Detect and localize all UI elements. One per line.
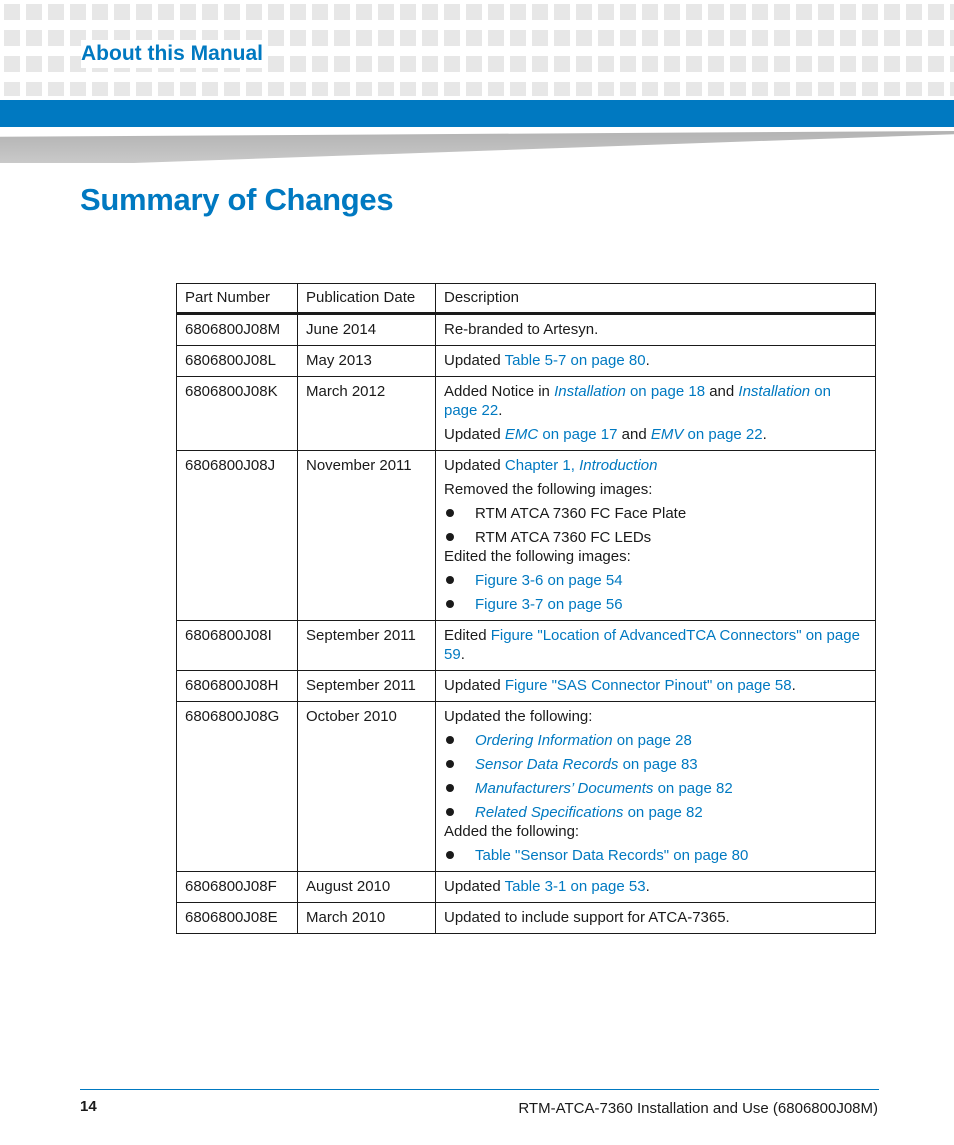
cross-reference-link[interactable]: Ordering Information xyxy=(475,732,613,749)
cross-reference-link[interactable]: Installation xyxy=(554,383,626,400)
footer-document-title: RTM-ATCA-7360 Installation and Use (6806800J08M) xyxy=(518,1100,878,1117)
header-blue-bar xyxy=(0,100,954,127)
description-line xyxy=(444,908,867,927)
header-gray-wedge xyxy=(0,131,954,163)
text-run: . xyxy=(645,352,650,369)
cross-reference-link[interactable]: on page 22 xyxy=(683,426,763,443)
cross-reference-link[interactable]: on page 83 xyxy=(618,756,698,773)
cell-publication-date: August 2010 xyxy=(298,872,436,903)
cell-publication-date: October 2010 xyxy=(298,702,436,872)
cell-description xyxy=(436,872,876,903)
bullet-item xyxy=(444,803,867,822)
header-publication-date: Publication Date xyxy=(298,284,436,314)
bullet-item xyxy=(444,731,867,750)
cell-description xyxy=(436,377,876,451)
description-line xyxy=(444,676,867,695)
cell-description xyxy=(436,903,876,934)
cell-part-number: 6806800J08G xyxy=(177,702,298,872)
cell-description xyxy=(436,621,876,671)
table-row xyxy=(177,346,876,377)
cross-reference-link[interactable]: Table "Sensor Data Records" on page 80 xyxy=(475,847,749,864)
cross-reference-link[interactable]: on page 18 xyxy=(625,383,706,400)
cell-part-number: 6806800J08F xyxy=(177,872,298,903)
text-run: Added the following: xyxy=(444,823,580,840)
text-run: Updated the following: xyxy=(444,708,593,725)
cross-reference-link[interactable]: Table 5-7 on page 80 xyxy=(504,352,646,369)
bullet-item xyxy=(444,528,867,547)
cell-part-number: 6806800J08E xyxy=(177,903,298,934)
cell-publication-date: November 2011 xyxy=(298,451,436,621)
cross-reference-link[interactable]: on page 17 xyxy=(538,426,618,443)
text-run: Updated xyxy=(444,457,505,474)
cross-reference-link[interactable]: on page 82 xyxy=(653,780,733,797)
description-line xyxy=(444,425,867,444)
text-run: Updated xyxy=(444,878,505,895)
text-run: Updated xyxy=(444,352,505,369)
cross-reference-link[interactable]: EMC xyxy=(504,426,539,443)
cell-publication-date: September 2011 xyxy=(298,621,436,671)
cross-reference-link[interactable]: Figure "SAS Connector Pinout" on page 58 xyxy=(504,677,792,694)
bullet-item xyxy=(444,755,867,774)
table-row xyxy=(177,702,876,872)
cross-reference-link[interactable]: Table 3-1 on page 53 xyxy=(504,878,646,895)
cross-reference-link[interactable]: Figure 3-6 on page 54 xyxy=(475,572,623,589)
bullet-dot-icon xyxy=(446,851,454,859)
bullet-item xyxy=(444,779,867,798)
table-row xyxy=(177,314,876,346)
cell-part-number: 6806800J08H xyxy=(177,671,298,702)
text-run: and xyxy=(705,383,739,400)
cell-description xyxy=(436,702,876,872)
cross-reference-link[interactable]: Introduction xyxy=(579,457,658,474)
description-line xyxy=(444,382,867,420)
text-run: . xyxy=(791,677,796,694)
cross-reference-link[interactable]: on page 82 xyxy=(623,804,703,821)
cross-reference-link[interactable]: on page 22 xyxy=(444,383,831,419)
description-line xyxy=(444,707,867,726)
cross-reference-link[interactable]: Figure "Location of AdvancedTCA Connectors" on page 59 xyxy=(444,627,860,663)
cross-reference-link[interactable]: Chapter 1, xyxy=(504,457,580,474)
page-title: Summary of Changes xyxy=(80,182,394,217)
description-line xyxy=(444,320,867,339)
description-line xyxy=(444,456,867,475)
text-run: Re-branded to Artesyn. xyxy=(444,321,599,338)
cell-part-number: 6806800J08M xyxy=(177,314,298,346)
cross-reference-link[interactable]: on page 28 xyxy=(612,732,692,749)
text-run: RTM ATCA 7360 FC Face Plate xyxy=(475,505,687,522)
bullet-dot-icon xyxy=(446,808,454,816)
cell-publication-date: March 2012 xyxy=(298,377,436,451)
text-run: . xyxy=(645,878,650,895)
cell-part-number: 6806800J08K xyxy=(177,377,298,451)
header-part-number: Part Number xyxy=(177,284,298,314)
description-line xyxy=(444,480,867,499)
cell-publication-date: May 2013 xyxy=(298,346,436,377)
bullet-item xyxy=(444,846,867,865)
cell-part-number: 6806800J08J xyxy=(177,451,298,621)
table-row xyxy=(177,671,876,702)
cross-reference-link[interactable]: Figure 3-7 on page 56 xyxy=(475,596,623,613)
bullet-dot-icon xyxy=(446,576,454,584)
cell-publication-date: March 2010 xyxy=(298,903,436,934)
bullet-item xyxy=(444,571,867,590)
bullet-dot-icon xyxy=(446,736,454,744)
text-run: RTM ATCA 7360 FC LEDs xyxy=(475,529,652,546)
cell-description xyxy=(436,346,876,377)
text-run: and xyxy=(617,426,651,443)
cell-description xyxy=(436,314,876,346)
table-row xyxy=(177,621,876,671)
bullet-dot-icon xyxy=(446,760,454,768)
text-run: Removed the following images: xyxy=(444,481,653,498)
cell-description xyxy=(436,671,876,702)
bullet-dot-icon xyxy=(446,600,454,608)
section-title: About this Manual xyxy=(81,40,267,68)
description-line xyxy=(444,822,867,841)
table-body xyxy=(177,314,876,934)
cell-part-number: 6806800J08I xyxy=(177,621,298,671)
footer-rule xyxy=(80,1089,879,1090)
cell-publication-date: September 2011 xyxy=(298,671,436,702)
text-run: Edited the following images: xyxy=(444,548,631,565)
cell-description xyxy=(436,451,876,621)
table-row xyxy=(177,377,876,451)
cross-reference-link[interactable]: Manufacturers’ Documents xyxy=(475,780,654,797)
description-line xyxy=(444,626,867,664)
description-line xyxy=(444,351,867,370)
table-row xyxy=(177,872,876,903)
bullet-item xyxy=(444,504,867,523)
text-run: Updated to include support for ATCA-7365. xyxy=(444,909,730,926)
description-line xyxy=(444,547,867,566)
description-line xyxy=(444,877,867,896)
text-run: Updated xyxy=(444,426,505,443)
summary-of-changes-table xyxy=(176,283,876,934)
cell-publication-date: June 2014 xyxy=(298,314,436,346)
text-run: . xyxy=(498,402,503,419)
table-header-row xyxy=(177,284,876,314)
text-run: Updated xyxy=(444,677,505,694)
cross-reference-link[interactable]: Sensor Data Records xyxy=(475,756,619,773)
cross-reference-link[interactable]: Installation xyxy=(738,383,811,400)
cell-part-number: 6806800J08L xyxy=(177,346,298,377)
table-row xyxy=(177,903,876,934)
text-run: . xyxy=(762,426,767,443)
bullet-item xyxy=(444,595,867,614)
text-run: Edited xyxy=(444,627,491,644)
text-run: Added Notice in xyxy=(444,383,555,400)
bullet-dot-icon xyxy=(446,533,454,541)
text-run: . xyxy=(460,646,465,663)
cross-reference-link[interactable]: EMV xyxy=(650,426,684,443)
bullet-dot-icon xyxy=(446,784,454,792)
bullet-dot-icon xyxy=(446,509,454,517)
table-row xyxy=(177,451,876,621)
cross-reference-link[interactable]: Related Specifications xyxy=(475,804,624,821)
page-number: 14 xyxy=(80,1098,97,1115)
header-description: Description xyxy=(436,284,876,314)
